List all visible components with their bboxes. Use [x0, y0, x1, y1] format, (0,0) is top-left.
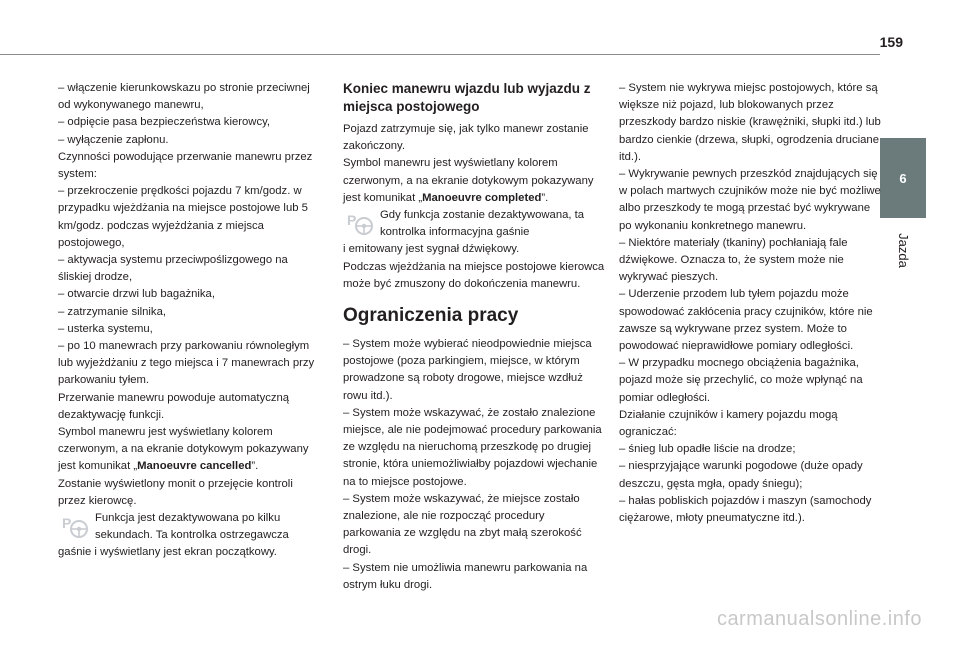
paragraph: Pojazd zatrzymuje się, jak tylko manewr zostanie zakończony. [343, 123, 589, 153]
message-name: Manoeuvre completed [422, 191, 542, 204]
paragraph: – System może wybierać nieodpowiednie miejsca postojowe (poza parkingiem, miejsce, w którym prowadzone są roboty drogowe, miejsce wzdłuż rowu itd.). [343, 338, 592, 402]
paragraph: Czynności powodujące przerwanie manewru przez system: [58, 150, 313, 181]
chapter-title-text: Jazda [895, 232, 911, 268]
paragraph: – usterka systemu, [58, 322, 153, 335]
paragraph: – Niektóre materiały (tkaniny) pochłaniają fale dźwiękowe. Oznacza to, że system może nie wykrywać pieszych. [619, 236, 848, 284]
paragraph: – System może wskazywać, że zostało znalezione miejsce, ale nie podejmować procedury parkowania ze względu na nieruchomą przeszkodę po drugiej stronie, która uniemożliwiałby pojazdowi wjechanie na to miejsce postojowe. [343, 406, 602, 488]
paragraph: – odpięcie pasa bezpieczeństwa kierowcy, [58, 116, 271, 129]
paragraph: Przerwanie manewru powoduje automatyczną dezaktywację funkcji. [58, 391, 290, 421]
section-heading: Ograniczenia pracy [343, 305, 519, 327]
paragraph: Działanie czujników i kamery pojazdu mogą ograniczać: [619, 408, 838, 439]
info-lamp-note [343, 207, 605, 241]
watermark: carmanualsonline.info [716, 608, 922, 630]
text: Symbol manewru jest wyświetlany kolorem czerwonym, a na ekranie dotykowym pokazywany jest komunikat „ [58, 426, 309, 473]
page-number: 159 [879, 34, 903, 50]
paragraph: – Wykrywanie pewnych przeszkód znajdujących się w polach martwych czujników może nie być możliwe albo przeszkody te mogą przestać być wykrywane po wykonaniu konkretnego manewru. [619, 168, 881, 232]
paragraph: – W przypadku mocnego obciążenia bagażnika, pojazd może się przechylić, co może wpłynąć na pomiar odległości. [619, 357, 863, 404]
paragraph: Podczas wjeżdżania na miejsce postojowe kierowca może być zmuszony do dokończenia manewru. [343, 260, 605, 290]
svg-text:P: P [347, 212, 357, 229]
park-assist-steering-lamp-icon [346, 212, 374, 236]
paragraph: – śnieg lub opadłe liście na drodze; [619, 443, 796, 456]
paragraph: – niesprzyjające warunki pogodowe (duże opady deszczu, gęsta mgła, opady śniegu); [619, 460, 863, 490]
column-right [619, 80, 881, 527]
chapter-tab: 6 [880, 138, 926, 218]
message-name: Manoeuvre cancelled [137, 460, 252, 473]
paragraph: – aktywacja systemu przeciwpoślizgowego na śliskiej drodze, [58, 254, 288, 284]
park-assist-steering-lamp-icon [61, 515, 89, 539]
header-rule [0, 54, 880, 55]
paragraph: – włączenie kierunkowskazu po stronie przeciwnej od wykonywanego manewru, [58, 82, 310, 112]
paragraph: Funkcja jest dezaktywowana po kilku sekundach. Ta kontrolka ostrzegawcza [95, 512, 289, 542]
paragraph: Zostanie wyświetlony monit o przejęcie kontroli przez kierowcę. [58, 477, 293, 507]
paragraph: – zatrzymanie silnika, [58, 305, 166, 318]
paragraph: i emitowany jest sygnał dźwiękowy. [343, 243, 520, 256]
paragraph: gaśnie i wyświetlany jest ekran początkowy. [58, 546, 277, 559]
warning-lamp-note [58, 510, 318, 544]
text: ”. [541, 191, 549, 204]
paragraph: – otwarcie drzwi lub bagażnika, [58, 288, 215, 301]
column-left [58, 80, 318, 562]
text: ”. [251, 460, 259, 473]
paragraph: – po 10 manewrach przy parkowaniu równoległym lub wyjeżdżaniu z tego miejsca i 7 manewrach przy parkowaniu tyłem. [58, 340, 315, 387]
paragraph: – System może wskazywać, że miejsce zostało znalezione, ale nie rozpocząć procedury parkowania ze względu na zbyt małą szerokość drogi. [343, 492, 582, 557]
paragraph [343, 155, 605, 207]
paragraph: Gdy funkcja zostanie dezaktywowana, ta kontrolka informacyjna gaśnie [380, 209, 585, 239]
section-heading: Koniec manewru wjazdu lub wyjazdu z miejsca postojowego [343, 81, 591, 114]
chapter-title [889, 220, 917, 280]
paragraph: – wyłączenie zapłonu. [58, 133, 169, 146]
paragraph [58, 424, 318, 476]
paragraph: – hałas pobliskich pojazdów i maszyn (samochody ciężarowe, młoty pneumatyczne itd.). [619, 494, 872, 525]
paragraph: – System nie wykrywa miejsc postojowych, które są większe niż pojazd, lub blokowanych przez przeszkody bardzo niskie (krawężniki, słupki itd.) lub bardzo cienkie (drzewa, słupki, ogrodzenia druciane itd.). [619, 82, 881, 163]
text: Symbol manewru jest wyświetlany kolorem czerwonym, a na ekranie dotykowym pokazywany jest komunikat „ [343, 157, 594, 204]
svg-text:P: P [62, 515, 72, 532]
paragraph: – System nie umożliwia manewru parkowania na ostrym łuku drogi. [343, 561, 588, 591]
paragraph: – Uderzenie przodem lub tyłem pojazdu może spowodować zakłócenia pracy czujników, które nie zawsze są wykrywane przez system. Może to powodować nieprawidłowe pomiary odległości. [619, 288, 873, 353]
column-middle [343, 80, 605, 594]
paragraph: – przekroczenie prędkości pojazdu 7 km/godz. w przypadku wjeżdżania na miejsce postojowe lub 5 km/godz. podczas wyjeżdżania z miejsca postojowego, [58, 185, 308, 249]
